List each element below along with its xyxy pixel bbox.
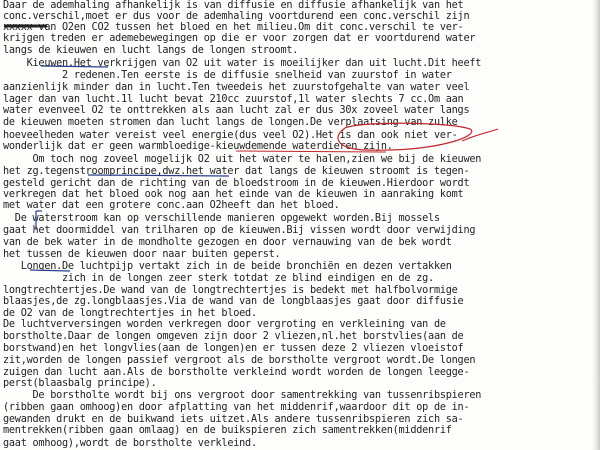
text-line: Daar de ademhaling afhankelijk is van diffusie en diffusie afhankelijk van het [3,0,464,11]
text-line: verkregen dat het bloed ook nog aan het einde van de kieuwen in aanraking komt [3,188,464,200]
text-line: De borstholte wordt bij ons vergroot door samentrekking van tussenribspieren [3,389,482,401]
text-line: 2 redenen.Ten eerste is de diffusie snelheid van zuurstof in water [3,69,452,81]
text-line: longtrechtertjes.De wand van de longtrechtertjes is bedekt met halfbolvormige [3,284,458,296]
text-line: krijgen treden er ademebewegingen op die er voor zorgen dat er voortdurend water [3,33,476,44]
text-line: Om toch nog zoveel mogelijk O2 uit het water te halen,zien we bij de kieuwen [3,153,482,165]
text-line: Kieuwen.Het verkrijgen van O2 uit water is moeilijker dan uit lucht.Dit heeft [3,57,482,69]
text-line: perst(blaasbalg principe). [3,378,157,389]
text-line: borstwand)en het longvlies(aan de longen)en er tussen deze 2 vliezen vloeistof [3,343,464,354]
page-edge-shadow [592,0,600,450]
text-line: water evenveel O2 te onttrekken als aan lucht zal er dus 30x zoveel water langs [3,105,470,116]
text-line: zit,worden de longen passief vergroot als de borstholte vergroot wordt.De longen [3,354,476,366]
text-line: lager dan van lucht.1l lucht bevat 210cc zuurstof,1l water slechts 7 cc.Om aan [3,93,464,105]
text-line: borstholte.Daar de longen omgeven zijn door 2 vliezen,nl.het borstvlies(aan de [3,331,464,342]
text-line: met water dat een grotere conc.aan O2heeft dan het bloed. [3,200,340,211]
text-line: mentrekken(ribben gaan omlaag) en de buikspieren zich samentrekken(middenrif [3,425,452,436]
text-line: gaat omhoog),wordt de borstholte verkleind. [3,437,257,449]
text-line: van de bek water in de mondholte gezogen en door vernauwing van de bek wordt [3,236,452,248]
text-line: de O2 van de longtrechtertjes in het bloed. [3,307,257,319]
pen-tail [462,129,498,141]
text-line: de kieuwen moeten stromen dan lucht langs de longen.De verplaatsing van zulke [3,117,458,128]
text-line: langs de kieuwen en lucht langs de longen stroomt. [3,45,299,56]
text-line: gewanden drukt en de buikwand iets uitzet.Als andere tussenribspieren zich sa- [3,413,464,425]
text-line: zich in de longen zeer sterk totdat ze blind eindigen en de zg. [3,272,434,284]
text-line: aanzienlijk minder dan in lucht.Ten tweedeis het zuurstofgehalte van water veel [3,81,470,93]
text-line: het zg.tegenstroomprincipe,dwz.het water dat langs de kieuwen stroomt is tegen- [3,165,470,177]
text-line: hoeveelheden water vereist veel energie(dus veel O2).Het is dan ook niet ver- [3,129,458,141]
text-line: gaat het doormiddel van trilharen op de kieuwen.Bij vissen wordt door verwijding [3,225,476,236]
text-line: Longen.De luchtpijp vertakt zich in de beide bronchiën en dezen vertakken [3,260,452,272]
text-line: xxxxx van O2en CO2 tussen het bloed en het milieu.Om dit conc.verschil te ver- [3,21,464,33]
text-line: De luchtverversingen worden verkregen door vergroting en verkleining van de [3,319,446,330]
text-line: (ribben gaan omhoog)en door afplatting van het middenrif,waardoor dit op de in- [3,401,470,413]
text-line: De waterstroom kan op verschillende manieren opgewekt worden.Bij mossels [3,212,440,224]
text-line: wonderlijk dat er geen warmbloedige-kieuwdemende waterdieren zijn. [3,141,393,152]
text-line: zuigen dan lucht aan.Als de borstholte verkleind wordt worden de longen leegge- [3,366,470,378]
text-line: gesteld gericht dan de richting van de bloedstroom in de kieuwen.Hierdoor wordt [3,177,470,189]
text-line: blaasjes,de zg.longblaasjes.Via de wand van de longblaasjes gaat door diffusie [3,296,464,307]
text-line: het tussen de kieuwen door naar buiten geperst. [3,248,281,260]
text-line: conc.verschil,moet er dus voor de ademhaling voortdurend een conc.verschil zijn [3,10,470,22]
